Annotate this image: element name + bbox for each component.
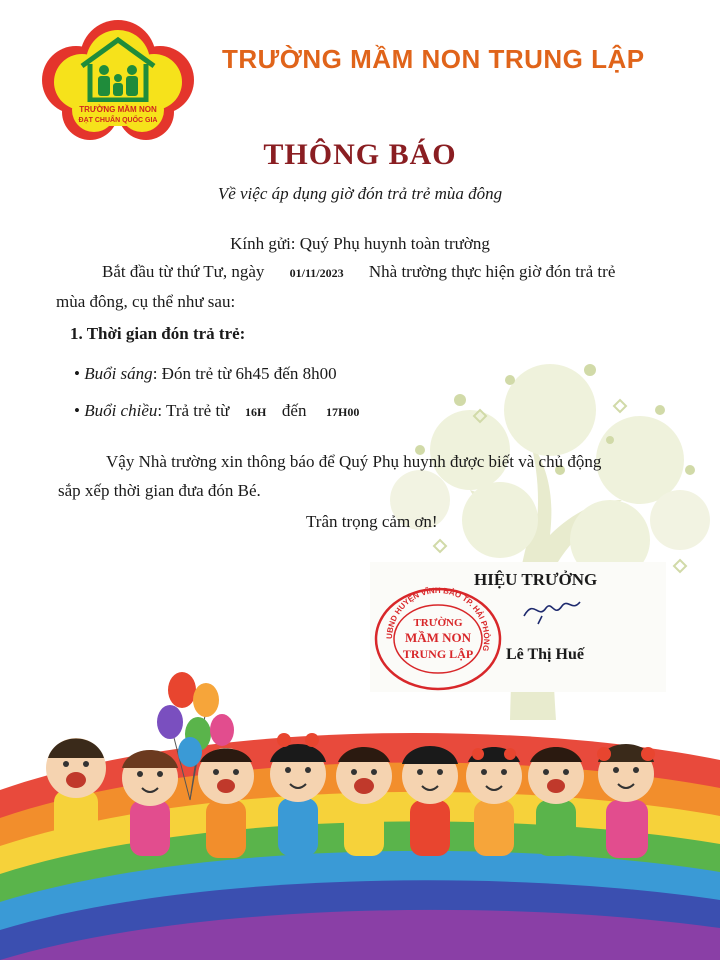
greeting: Kính gửi: Quý Phụ huynh toàn trường: [230, 234, 490, 253]
closing-line-1: Vậy Nhà trường xin thông báo để Quý Phụ huynh được biết và chủ động: [106, 452, 602, 471]
signature-title: HIỆU TRƯỞNG: [474, 570, 598, 589]
intro-line-2: mùa đông, cụ thể như sau:: [56, 292, 236, 311]
intro-after: Nhà trường thực hiện giờ đón trả trẻ: [368, 262, 616, 281]
intro-date: 01/11/2023: [289, 266, 344, 280]
stamp-ring-text: UBND HUYỆN VĨNH BẢO TP. HẢI PHÒNG: [384, 586, 492, 653]
stamp-line2: MẦM NON: [404, 630, 472, 645]
principal-name: Lê Thị Huế: [506, 646, 584, 663]
intro-line-1: [102, 262, 615, 282]
morning-item: [74, 364, 337, 384]
school-name: TRƯỜNG MẦM NON TRUNG LẬP: [222, 44, 645, 74]
kids-rainbow-illustration: [0, 650, 720, 960]
logo-label-line2: ĐẠT CHUẨN QUỐC GIA: [78, 117, 158, 124]
handwritten-signature: [520, 590, 590, 630]
notice-title: THÔNG BÁO: [263, 138, 457, 171]
afternoon-to: 17H00: [326, 405, 360, 419]
bullet-icon: •: [74, 401, 80, 420]
thanks-text: Trân trọng cảm ơn!: [306, 512, 438, 531]
stamp-line3: TRUNG LẬP: [402, 647, 474, 661]
logo-label-line1: TRƯỜNG MẦM NON: [79, 105, 157, 114]
afternoon-to-word: đến: [281, 401, 307, 420]
stamp-line1: TRƯỜNG: [413, 617, 463, 629]
closing-line-2: sắp xếp thời gian đưa đón Bé.: [58, 481, 261, 500]
afternoon-item: [74, 401, 375, 421]
afternoon-label: Buổi chiều: [84, 401, 158, 420]
section-heading: 1. Thời gian đón trả trẻ:: [70, 324, 246, 343]
afternoon-text: : Trả trẻ từ: [157, 401, 230, 420]
school-logo: [38, 18, 198, 142]
morning-text: : Đón trẻ từ 6h45 đến 8h00: [152, 364, 337, 383]
morning-label: Buổi sáng: [84, 364, 153, 383]
children-group: [46, 733, 655, 858]
bullet-icon: •: [74, 364, 80, 383]
notice-subtitle: Về việc áp dụng giờ đón trả trẻ mùa đông: [217, 184, 503, 203]
intro-before: Bắt đầu từ thứ Tư, ngày: [102, 262, 265, 281]
afternoon-from: 16H: [244, 405, 267, 419]
